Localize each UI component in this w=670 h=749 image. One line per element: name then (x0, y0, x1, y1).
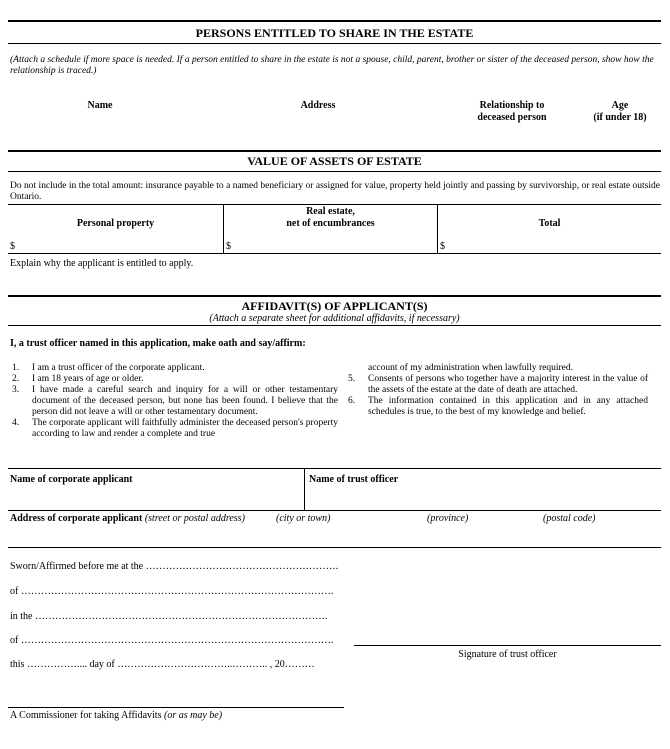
city-hint: (city or town) (276, 513, 331, 524)
col-address-header: Address (300, 100, 336, 111)
col-age-line1: Age (611, 100, 629, 111)
commissioner-text: A Commissioner for taking Affidavits (10, 710, 162, 721)
total-dollar[interactable]: $ (440, 241, 445, 252)
explain-label: Explain why the applicant is entitled to apply. (10, 258, 194, 269)
sworn-line[interactable]: Sworn/Affirmed before me at the …………………………………………………. (10, 561, 339, 572)
personal-dollar[interactable]: $ (10, 241, 15, 252)
officer-name-field[interactable]: Name of trust officer (309, 474, 399, 485)
names-top-rule (8, 468, 661, 469)
col-relationship-header (462, 100, 562, 124)
commissioner-hint: (or as may be) (163, 710, 223, 721)
col-age-line2: (if under 18) (593, 112, 647, 123)
persons-instruction: (Attach a schedule if more space is needed. If a person entitled to share in the estate is not a spouse, child, parent, brother or sister of the deceased person, show how the relationship is traced.) (10, 55, 654, 76)
affidavit-title-rule (8, 325, 661, 326)
col-real-estate-header (224, 206, 437, 230)
affidavit-item-2: 2. I am 18 years of age or older. (12, 374, 144, 384)
affidavit-lead: I, a trust officer named in this application, make oath and say/affirm: (10, 338, 306, 349)
address-hint: (street or postal address) (144, 513, 245, 524)
signature-line[interactable] (354, 645, 661, 646)
col-personal-header: Personal property (76, 218, 155, 229)
signature-label: Signature of trust officer (458, 649, 557, 660)
affidavit-subtitle: (Attach a separate sheet for additional affidavits, if necessary) (209, 313, 460, 324)
affidavit-title: AFFIDAVIT(S) OF APPLICANT(S) (241, 299, 428, 313)
persons-title: PERSONS ENTITLED TO SHARE IN THE ESTATE (195, 26, 474, 40)
address-bottom-rule (8, 547, 661, 548)
commissioner-label (10, 710, 222, 721)
top-rule (8, 20, 661, 22)
persons-title-rule (8, 43, 661, 44)
affidavit-item-3: 3. I have made a careful search and inquiry for a will or other testamentary document of the deceased person, but none has been found. I believe that the person did not leave a will or other testamentary document. (12, 385, 338, 417)
affidavit-item-5: 5. Consents of persons who together have a majority interest in the value of the assets of the estate at the date of death are attached. (348, 374, 648, 395)
affidavit-items-left (12, 363, 338, 440)
corp-name-field[interactable]: Name of corporate applicant (10, 474, 133, 485)
assets-title: VALUE OF ASSETS OF ESTATE (247, 154, 422, 168)
assets-col-div2 (437, 204, 438, 254)
affidavit-items-right (348, 363, 648, 418)
names-bottom-rule (8, 510, 661, 511)
col-age-header (580, 100, 660, 124)
assets-top-rule (8, 150, 661, 152)
real-estate-dollar[interactable]: $ (226, 241, 231, 252)
address-label: Address of corporate applicant (10, 513, 143, 524)
col-name-header: Name (87, 100, 113, 111)
col-real-line2: net of encumbrances (286, 218, 375, 229)
postal-hint: (postal code) (543, 513, 596, 524)
of-line-2[interactable]: of …………………………………………………………………………………. (10, 635, 334, 646)
col-real-line1: Real estate, (306, 206, 355, 217)
assets-table-bottom (8, 253, 661, 254)
assets-instruction: Do not include in the total amount: insurance payable to a named beneficiary or assigned for value, property held jointly and passing by survivorship, or real estate outside Ontario. (10, 181, 660, 202)
affidavit-item-1: 1. I am a trust officer of the corporate applicant. (12, 363, 205, 373)
commissioner-line[interactable] (8, 707, 344, 708)
affidavit-top-rule (8, 295, 661, 297)
affidavit-item-6: 6. The information contained in this application and in any attached schedules is true, to the best of my knowledge and belief. (348, 396, 648, 417)
province-hint: (province) (427, 513, 469, 524)
assets-title-rule (8, 171, 661, 172)
col-relationship-line2: deceased person (477, 112, 547, 123)
names-divider (304, 468, 305, 510)
date-line[interactable]: this …………….... day of ……………………………..……….. , 20……… (10, 659, 315, 670)
of-line-1[interactable]: of …………………………………………………………………………………. (10, 586, 334, 597)
affidavit-item-4: 4. The corporate applicant will faithfully administer the deceased person's property according to law and render a complete and true (12, 418, 338, 439)
assets-table-top (8, 204, 661, 205)
col-relationship-line1: Relationship to (479, 100, 545, 111)
affidavit-item-4-cont: account of my administration when lawfully required. (368, 363, 573, 373)
in-the-line[interactable]: in the ……………………………………………………………………………. (10, 611, 328, 622)
col-total-header: Total (538, 218, 561, 229)
